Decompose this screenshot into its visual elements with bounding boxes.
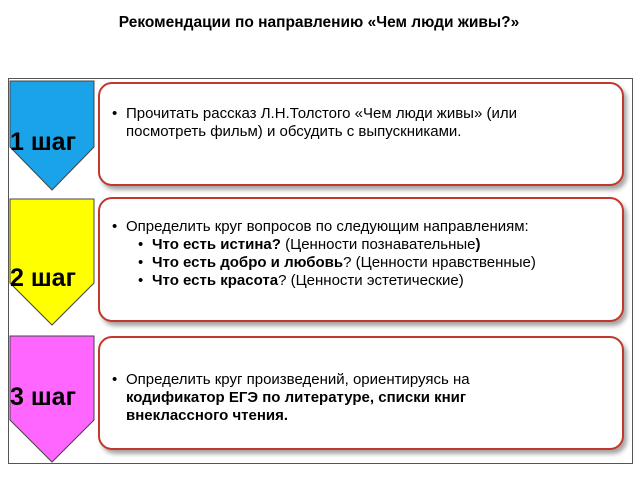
step-2-item-goodness [138,254,610,272]
goodness-question: Что есть добро и любовь [152,254,344,271]
step-2-label: 2 шаг [10,264,77,292]
step-1-item [112,105,610,141]
beauty-question: Что есть красота [152,272,279,289]
step-1-label: 1 шаг [10,128,77,156]
step-2-item-truth [138,236,610,254]
step-1-line-1: Прочитать рассказ Л.Н.Толстого «Чем люди живы» (или [126,105,517,122]
step-3-label: 3 шаг [10,383,77,411]
step-2-intro [112,218,610,290]
goodness-values: ? (Ценности нравственные) [343,254,536,271]
truth-values: (Ценности познавательные [280,236,476,253]
truth-question: Что есть истина? [152,236,281,253]
page-title: Рекомендации по направлению «Чем люди живы?» [118,14,520,31]
step-3-line-2: кодификатор ЕГЭ по литературе, списки книг [126,389,467,406]
step-1-box [98,82,624,186]
step-3-box [98,336,624,450]
step-2-item-beauty [138,272,610,290]
truth-paren: ) [475,236,481,253]
step-2-arrow [10,199,94,325]
step-3-line-1: Определить круг произведений, ориентируясь на [126,371,470,388]
step-3-line-3: внеклассного чтения. [126,407,289,424]
beauty-values: ? (Ценности эстетические) [278,272,464,289]
step-2-box [98,197,624,322]
step-2-intro-text: Определить круг вопросов по следующим направлениям: [126,218,529,235]
step-3-item [112,371,610,425]
step-1-line-2: посмотреть фильм) и обсудить с выпускниками. [126,123,462,140]
